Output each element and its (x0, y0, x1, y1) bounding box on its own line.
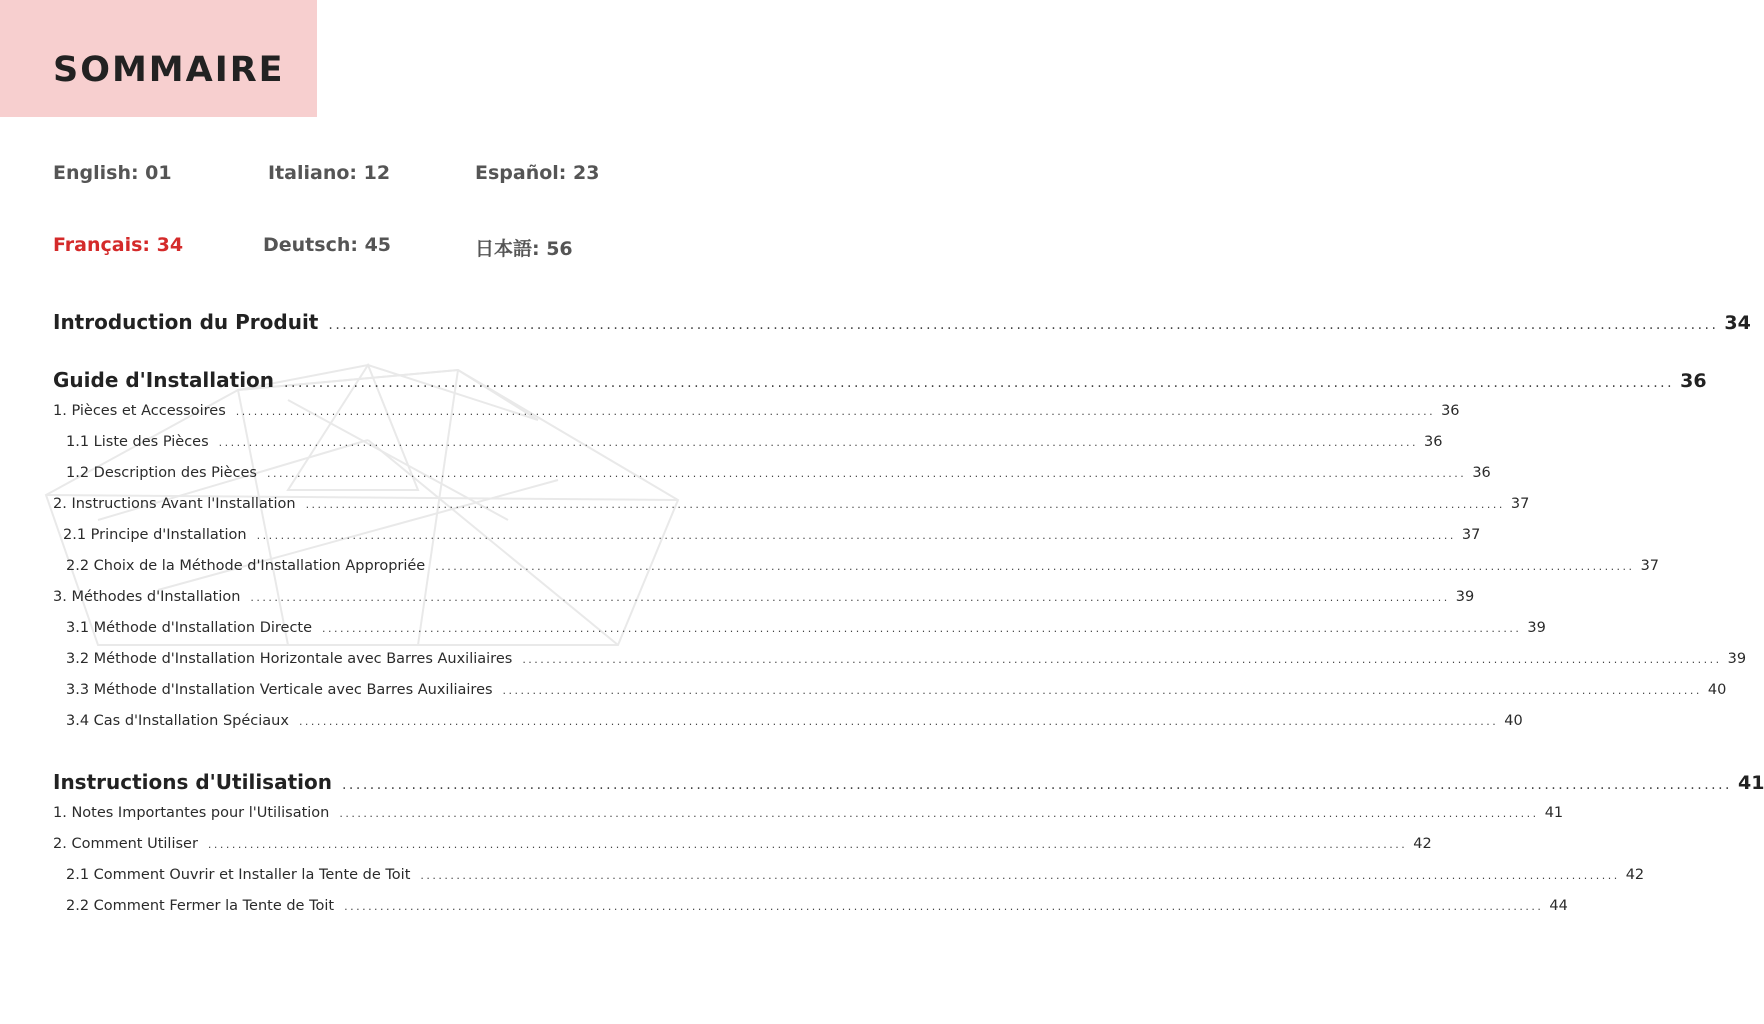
toc-title: 1.1 Liste des Pièces (66, 434, 209, 450)
toc-page-number: 40 (1707, 682, 1727, 698)
language-link[interactable]: Deutsch: 45 (263, 234, 392, 256)
toc-title: 2.1 Comment Ouvrir et Installer la Tente de Toit (66, 867, 411, 883)
toc-page-number: 42 (1413, 836, 1432, 852)
toc-title: 2.2 Comment Fermer la Tente de Toit (66, 898, 335, 914)
toc-entry[interactable] (63, 527, 1481, 543)
toc-leader-dots: ........................................................................................................................................................................................................ (420, 869, 1620, 882)
toc-entry[interactable] (53, 836, 1432, 852)
toc-entry[interactable] (53, 589, 1475, 605)
toc-entry[interactable] (53, 403, 1460, 419)
toc-title: 3.3 Méthode d'Installation Verticale avec Barres Auxiliaires (66, 682, 493, 698)
toc-title: 3.2 Méthode d'Installation Horizontale avec Barres Auxiliaires (66, 651, 513, 667)
toc-leader-dots: ........................................................................................................................................................................................................ (218, 436, 1418, 449)
toc-leader-dots: ........................................................................................................................................................................................................ (250, 591, 1450, 604)
toc-page-number: 37 (1640, 558, 1660, 574)
toc-title: 3. Méthodes d'Installation (53, 589, 241, 605)
toc-page-number: 36 (1424, 434, 1443, 450)
language-link[interactable]: English: 01 (53, 162, 172, 184)
toc-page-number: 37 (1461, 527, 1481, 543)
toc-leader-dots: ........................................................................................................................................................................................................ (341, 777, 1733, 793)
toc-page-number: 36 (1472, 465, 1491, 481)
toc-title: 1. Pièces et Accessoires (53, 403, 226, 419)
toc-title: 3.1 Méthode d'Installation Directe (66, 620, 313, 636)
toc-leader-dots: ........................................................................................................................................................................................................ (305, 498, 1505, 511)
toc-entry[interactable] (66, 898, 1568, 914)
toc-leader-dots: ........................................................................................................................................................................................................ (235, 405, 1436, 418)
toc-title: Guide d'Installation (53, 368, 275, 392)
toc-entry[interactable] (66, 867, 1645, 883)
toc-title: 1.2 Description des Pièces (66, 465, 257, 481)
toc-leader-dots: ........................................................................................................................................................................................................ (256, 529, 1456, 542)
toc-entry[interactable] (53, 496, 1530, 512)
toc-title: 2. Comment Utiliser (53, 836, 198, 852)
toc-page-number: 39 (1527, 620, 1546, 636)
language-link[interactable]: Italiano: 12 (268, 162, 391, 184)
toc-title: Introduction du Produit (53, 310, 319, 334)
toc-title: 2. Instructions Avant l'Installation (53, 496, 296, 512)
toc-leader-dots: ........................................................................................................................................................................................................ (298, 715, 1499, 728)
toc-title: 1. Notes Importantes pour l'Utilisation (53, 805, 330, 821)
toc-page-number: 36 (1680, 370, 1707, 392)
toc-page-number: 42 (1625, 867, 1645, 883)
toc-entry[interactable] (66, 620, 1546, 636)
language-link[interactable]: 日本語: 56 (475, 238, 573, 260)
page-title: SOMMAIRE (53, 50, 285, 90)
toc-leader-dots: ........................................................................................................................................................................................................ (207, 838, 1408, 851)
toc-leader-dots: ........................................................................................................................................................................................................ (322, 622, 1522, 635)
toc-entry[interactable] (66, 651, 1747, 667)
toc-section[interactable] (53, 368, 1707, 392)
toc-entry[interactable] (66, 558, 1660, 574)
title-block (0, 0, 317, 117)
toc-page-number: 39 (1727, 651, 1747, 667)
toc-leader-dots: ........................................................................................................................................................................................................ (266, 467, 1467, 480)
toc-title: Instructions d'Utilisation (53, 770, 332, 794)
toc-page-number: 36 (1441, 403, 1460, 419)
language-link[interactable]: Français: 34 (53, 234, 184, 256)
language-link[interactable]: Español: 23 (475, 162, 600, 184)
toc-page-number: 44 (1549, 898, 1568, 914)
toc-entry[interactable] (66, 682, 1727, 698)
toc-title: 2.1 Principe d'Installation (63, 527, 247, 543)
toc-leader-dots: ........................................................................................................................................................................................................ (344, 900, 1544, 913)
toc-page-number: 41 (1738, 772, 1764, 794)
toc-entry[interactable] (53, 805, 1564, 821)
toc-page-number: 40 (1504, 713, 1523, 729)
toc-page-number: 41 (1544, 805, 1564, 821)
toc-page-number: 34 (1724, 312, 1751, 334)
toc-leader-dots: ........................................................................................................................................................................................................ (328, 317, 1719, 333)
toc-entry[interactable] (66, 713, 1523, 729)
toc-entry[interactable] (66, 434, 1443, 450)
toc-section[interactable] (53, 770, 1764, 794)
toc-leader-dots: ........................................................................................................................................................................................................ (502, 684, 1702, 697)
toc-leader-dots: ........................................................................................................................................................................................................ (435, 560, 1635, 573)
toc-title: 3.4 Cas d'Installation Spéciaux (66, 713, 289, 729)
toc-leader-dots: ........................................................................................................................................................................................................ (284, 375, 1675, 391)
toc-page-number: 37 (1510, 496, 1530, 512)
toc-section[interactable] (53, 310, 1751, 334)
toc-page-number: 39 (1455, 589, 1475, 605)
toc-title: 2.2 Choix de la Méthode d'Installation Appropriée (66, 558, 426, 574)
toc-leader-dots: ........................................................................................................................................................................................................ (339, 807, 1539, 820)
toc-entry[interactable] (66, 465, 1491, 481)
toc-leader-dots: ........................................................................................................................................................................................................ (522, 653, 1722, 666)
